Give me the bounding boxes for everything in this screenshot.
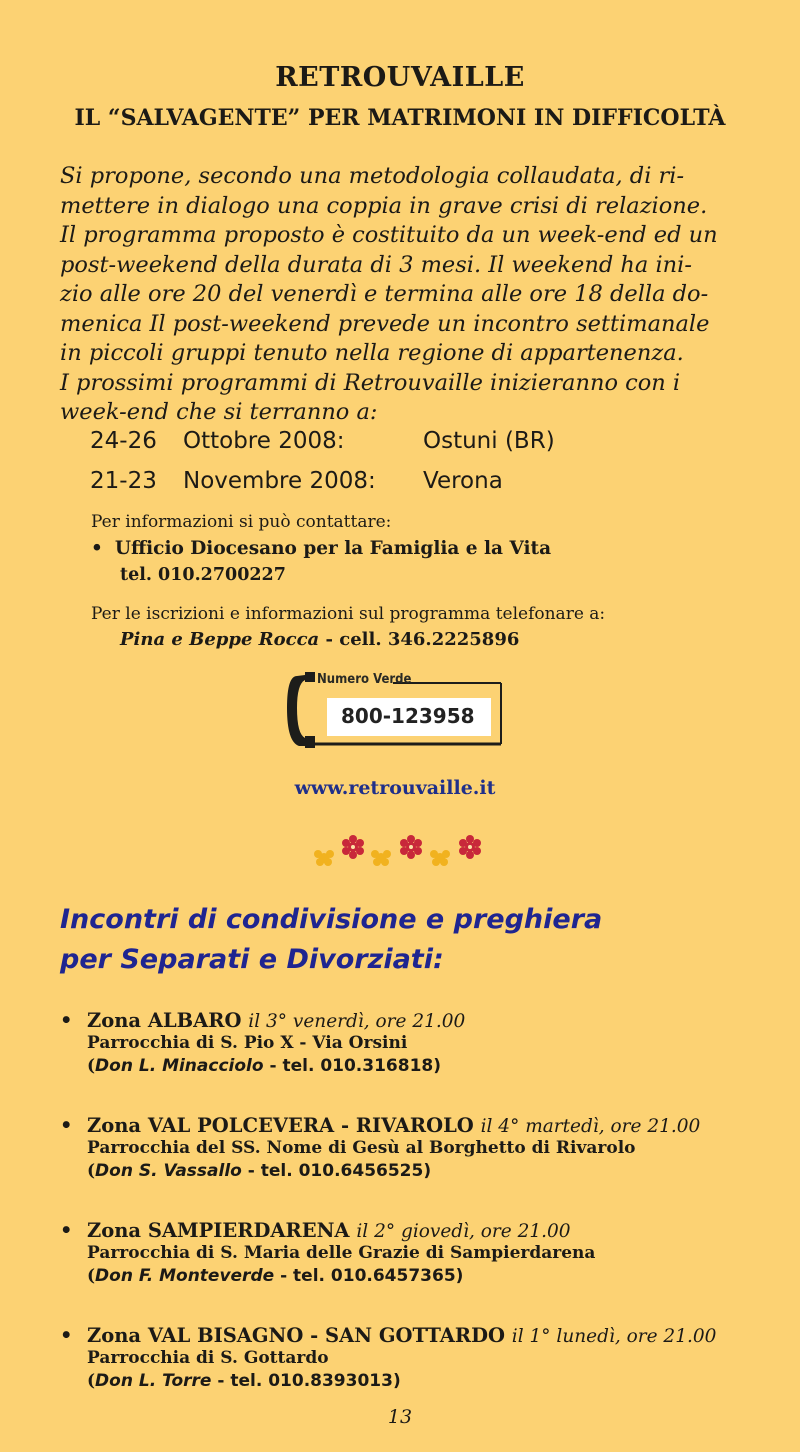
date-month: Ottobre 2008:: [183, 428, 345, 454]
page-number: 13: [387, 1406, 413, 1428]
zone-name: Zona VAL POLCEVERA - RIVAROLO: [87, 1114, 474, 1137]
intro-line: zio alle ore 20 del venerdì e termina alle ore 18 della do-: [60, 281, 709, 307]
date-month: Novembre 2008:: [183, 468, 376, 494]
zone-name: Zona SAMPIERDARENA: [87, 1219, 350, 1242]
zone-tel: - tel. 010.6457365): [274, 1266, 464, 1286]
zone-parish: Parrocchia del SS. Nome di Gesù al Borghetto di Rivarolo: [87, 1138, 636, 1158]
bullet: •: [91, 538, 103, 559]
office-line: [91, 538, 551, 559]
zone-schedule: il 2° giovedì, ore 21.00: [356, 1221, 571, 1242]
zone-tel: - tel. 010.316818): [263, 1056, 441, 1076]
bullet: •: [60, 1219, 73, 1242]
zone-name: Zona VAL BISAGNO - SAN GOTTARDO: [87, 1324, 505, 1347]
intro-line: week-end che si terranno a:: [60, 399, 378, 425]
date-range: 21-23: [90, 468, 157, 494]
zone-schedule: il 1° lunedì, ore 21.00: [511, 1326, 717, 1347]
section-heading-line: Incontri di condivisione e preghiera: [60, 904, 603, 935]
registration-intro: Per le iscrizioni e informazioni sul programma telefonare a:: [91, 604, 606, 624]
zone-priest: Don L. Torre: [95, 1371, 212, 1391]
zone-name: Zona ALBARO: [87, 1009, 242, 1032]
list-item: [60, 1219, 760, 1288]
zone-header: [60, 1219, 760, 1242]
intro-line: in piccoli gruppi tenuto nella regione di appartenenza.: [60, 340, 684, 366]
list-item: [60, 1009, 760, 1078]
intro-line: post-weekend della durata di 3 mesi. Il weekend ha ini-: [60, 251, 692, 278]
section-heading-line: per Separati e Divorziati:: [60, 944, 444, 975]
page-title: RETROUVAILLE: [275, 62, 525, 93]
paren-open: (: [87, 1266, 96, 1286]
zone-schedule: il 4° martedì, ore 21.00: [480, 1116, 701, 1137]
intro-line: menica Il post-weekend prevede un incontro settimanale: [60, 310, 710, 337]
office-name: Ufficio Diocesano per la Famiglia e la Vita: [114, 538, 552, 559]
zone-tel: - tel. 010.8393013): [211, 1371, 401, 1391]
bullet: •: [60, 1114, 73, 1137]
numero-verde-number: 800-123958: [341, 704, 475, 728]
paren-open: (: [87, 1161, 96, 1181]
contact-cell: cell. 346.2225896: [339, 629, 520, 650]
zone-parish: Parrocchia di S. Pio X - Via Orsini: [87, 1033, 408, 1053]
numero-verde-label: Numero Verde: [317, 672, 412, 687]
zone-header: [60, 1324, 760, 1347]
bullet: •: [60, 1009, 73, 1032]
zone-priest: Don S. Vassallo: [95, 1161, 242, 1181]
zone-parish: Parrocchia di S. Maria delle Grazie di Sampierdarena: [87, 1243, 596, 1263]
zone-contact: [60, 1055, 760, 1078]
intro-line: mettere in dialogo una coppia in grave crisi di relazione.: [60, 192, 708, 219]
date-city: Verona: [423, 468, 503, 494]
intro-line: Il programma proposto è costituito da un week-end ed un: [60, 222, 718, 248]
date-city: Ostuni (BR): [423, 428, 555, 454]
zone-header: [60, 1114, 760, 1137]
numero-verde-logo[interactable]: [283, 668, 513, 758]
zone-priest: Don L. Minacciolo: [95, 1056, 264, 1076]
contact-name: Pina e Beppe Rocca: [120, 629, 320, 650]
zone-contact: [60, 1265, 760, 1288]
paren-open: (: [87, 1371, 96, 1391]
zone-contact: [60, 1370, 760, 1393]
contact-separator: -: [319, 629, 340, 650]
intro-line: I prossimi programmi di Retrouvaille inizieranno con i: [60, 369, 681, 396]
list-item: [60, 1114, 760, 1183]
section-heading: [60, 900, 602, 980]
page-subtitle: IL “SALVAGENTE” PER MATRIMONI IN DIFFICOLTÀ: [74, 105, 726, 131]
zone-list: [60, 1009, 760, 1429]
zone-parish: Parrocchia di S. Gottardo: [87, 1348, 329, 1368]
zone-header: [60, 1009, 760, 1032]
list-item: [60, 1324, 760, 1393]
zone-priest: Don F. Monteverde: [95, 1266, 275, 1286]
intro-line: Si propone, secondo una metodologia collaudata, di ri-: [60, 163, 685, 189]
contact-intro: Per informazioni si può contattare:: [91, 512, 392, 532]
office-tel: tel. 010.2700227: [120, 565, 286, 585]
flower-ornament-icon: [314, 834, 484, 870]
date-range: 24-26: [90, 428, 157, 454]
zone-tel: - tel. 010.6456525): [241, 1161, 432, 1181]
paren-open: (: [87, 1056, 96, 1076]
website-link[interactable]: www.retrouvaille.it: [294, 777, 496, 799]
zone-contact: [60, 1160, 760, 1183]
bullet: •: [60, 1324, 73, 1347]
contact-line: [120, 629, 519, 650]
intro-paragraph: [60, 162, 750, 428]
zone-schedule: il 3° venerdì, ore 21.00: [248, 1011, 466, 1032]
